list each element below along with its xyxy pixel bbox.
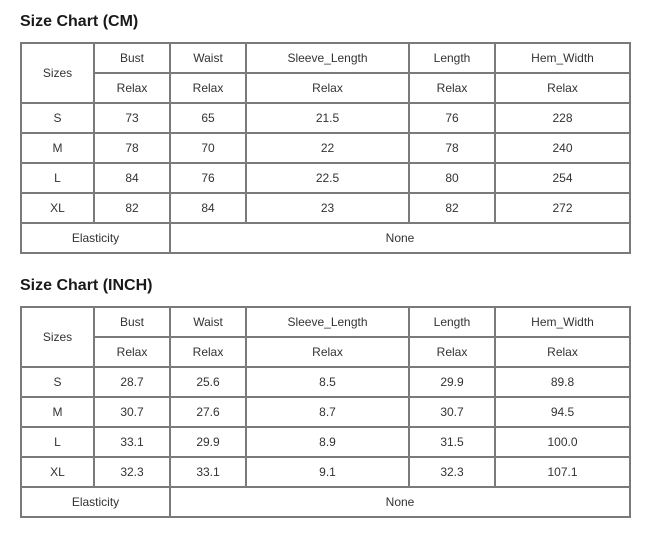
size-cell: XL <box>21 193 94 223</box>
table-cell: 78 <box>94 133 170 163</box>
fit-cell: Relax <box>495 73 630 103</box>
table-cell: 100.0 <box>495 427 630 457</box>
size-cell: L <box>21 163 94 193</box>
table-cell: 25.6 <box>170 367 246 397</box>
size-cell: M <box>21 133 94 163</box>
table-cell: 84 <box>170 193 246 223</box>
table-cell: 31.5 <box>409 427 495 457</box>
table-cell: 23 <box>246 193 409 223</box>
table-row <box>21 397 630 427</box>
fit-cell: Relax <box>409 73 495 103</box>
table-cell: 84 <box>94 163 170 193</box>
table-cell: 89.8 <box>495 367 630 397</box>
fit-cell: Relax <box>495 337 630 367</box>
column-header-length: Length <box>409 43 495 73</box>
fit-cell: Relax <box>246 73 409 103</box>
table-cell: 94.5 <box>495 397 630 427</box>
table-cell: 65 <box>170 103 246 133</box>
table-cell: 33.1 <box>170 457 246 487</box>
elasticity-value: None <box>170 487 630 517</box>
column-header-length: Length <box>409 307 495 337</box>
size-chart-inch-title: Size Chart (INCH) <box>20 277 153 294</box>
table-cell: 272 <box>495 193 630 223</box>
table-cell: 32.3 <box>409 457 495 487</box>
size-chart-cm-title: Size Chart (CM) <box>20 13 139 30</box>
table-row <box>21 133 630 163</box>
fit-cell: Relax <box>170 73 246 103</box>
header-row <box>21 307 630 337</box>
fit-cell: Relax <box>409 337 495 367</box>
header-row <box>21 43 630 73</box>
table-cell: 8.9 <box>246 427 409 457</box>
column-header-hem-width: Hem_Width <box>495 307 630 337</box>
table-cell: 33.1 <box>94 427 170 457</box>
table-cell: 107.1 <box>495 457 630 487</box>
table-cell: 29.9 <box>170 427 246 457</box>
table-cell: 82 <box>94 193 170 223</box>
size-cell: S <box>21 367 94 397</box>
table-row <box>21 193 630 223</box>
column-header-waist: Waist <box>170 307 246 337</box>
table-cell: 254 <box>495 163 630 193</box>
table-cell: 8.5 <box>246 367 409 397</box>
fit-cell: Relax <box>246 337 409 367</box>
fit-cell: Relax <box>170 337 246 367</box>
table-cell: 78 <box>409 133 495 163</box>
table-cell: 76 <box>170 163 246 193</box>
size-cell: S <box>21 103 94 133</box>
table-cell: 228 <box>495 103 630 133</box>
table-cell: 30.7 <box>94 397 170 427</box>
table-cell: 8.7 <box>246 397 409 427</box>
size-chart-inch-table <box>20 306 631 518</box>
table-cell: 30.7 <box>409 397 495 427</box>
table-row <box>21 103 630 133</box>
table-cell: 73 <box>94 103 170 133</box>
column-header-hem-width: Hem_Width <box>495 43 630 73</box>
table-cell: 27.6 <box>170 397 246 427</box>
size-chart-cm-table <box>20 42 631 254</box>
sizes-header: Sizes <box>21 43 94 103</box>
column-header-sleeve-length: Sleeve_Length <box>246 43 409 73</box>
column-header-bust: Bust <box>94 307 170 337</box>
table-row <box>21 427 630 457</box>
table-cell: 76 <box>409 103 495 133</box>
table-cell: 29.9 <box>409 367 495 397</box>
elasticity-value: None <box>170 223 630 253</box>
elasticity-row <box>21 223 630 253</box>
table-cell: 70 <box>170 133 246 163</box>
fit-cell: Relax <box>94 337 170 367</box>
table-cell: 22 <box>246 133 409 163</box>
table-row <box>21 367 630 397</box>
fit-row <box>21 337 630 367</box>
table-row <box>21 163 630 193</box>
size-cell: XL <box>21 457 94 487</box>
column-header-sleeve-length: Sleeve_Length <box>246 307 409 337</box>
table-cell: 22.5 <box>246 163 409 193</box>
elasticity-label: Elasticity <box>21 487 170 517</box>
table-cell: 21.5 <box>246 103 409 133</box>
fit-cell: Relax <box>94 73 170 103</box>
size-cell: L <box>21 427 94 457</box>
column-header-bust: Bust <box>94 43 170 73</box>
table-cell: 80 <box>409 163 495 193</box>
table-cell: 32.3 <box>94 457 170 487</box>
table-cell: 28.7 <box>94 367 170 397</box>
sizes-header: Sizes <box>21 307 94 367</box>
column-header-waist: Waist <box>170 43 246 73</box>
size-cell: M <box>21 397 94 427</box>
table-cell: 82 <box>409 193 495 223</box>
elasticity-label: Elasticity <box>21 223 170 253</box>
elasticity-row <box>21 487 630 517</box>
table-cell: 240 <box>495 133 630 163</box>
table-cell: 9.1 <box>246 457 409 487</box>
fit-row <box>21 73 630 103</box>
table-row <box>21 457 630 487</box>
